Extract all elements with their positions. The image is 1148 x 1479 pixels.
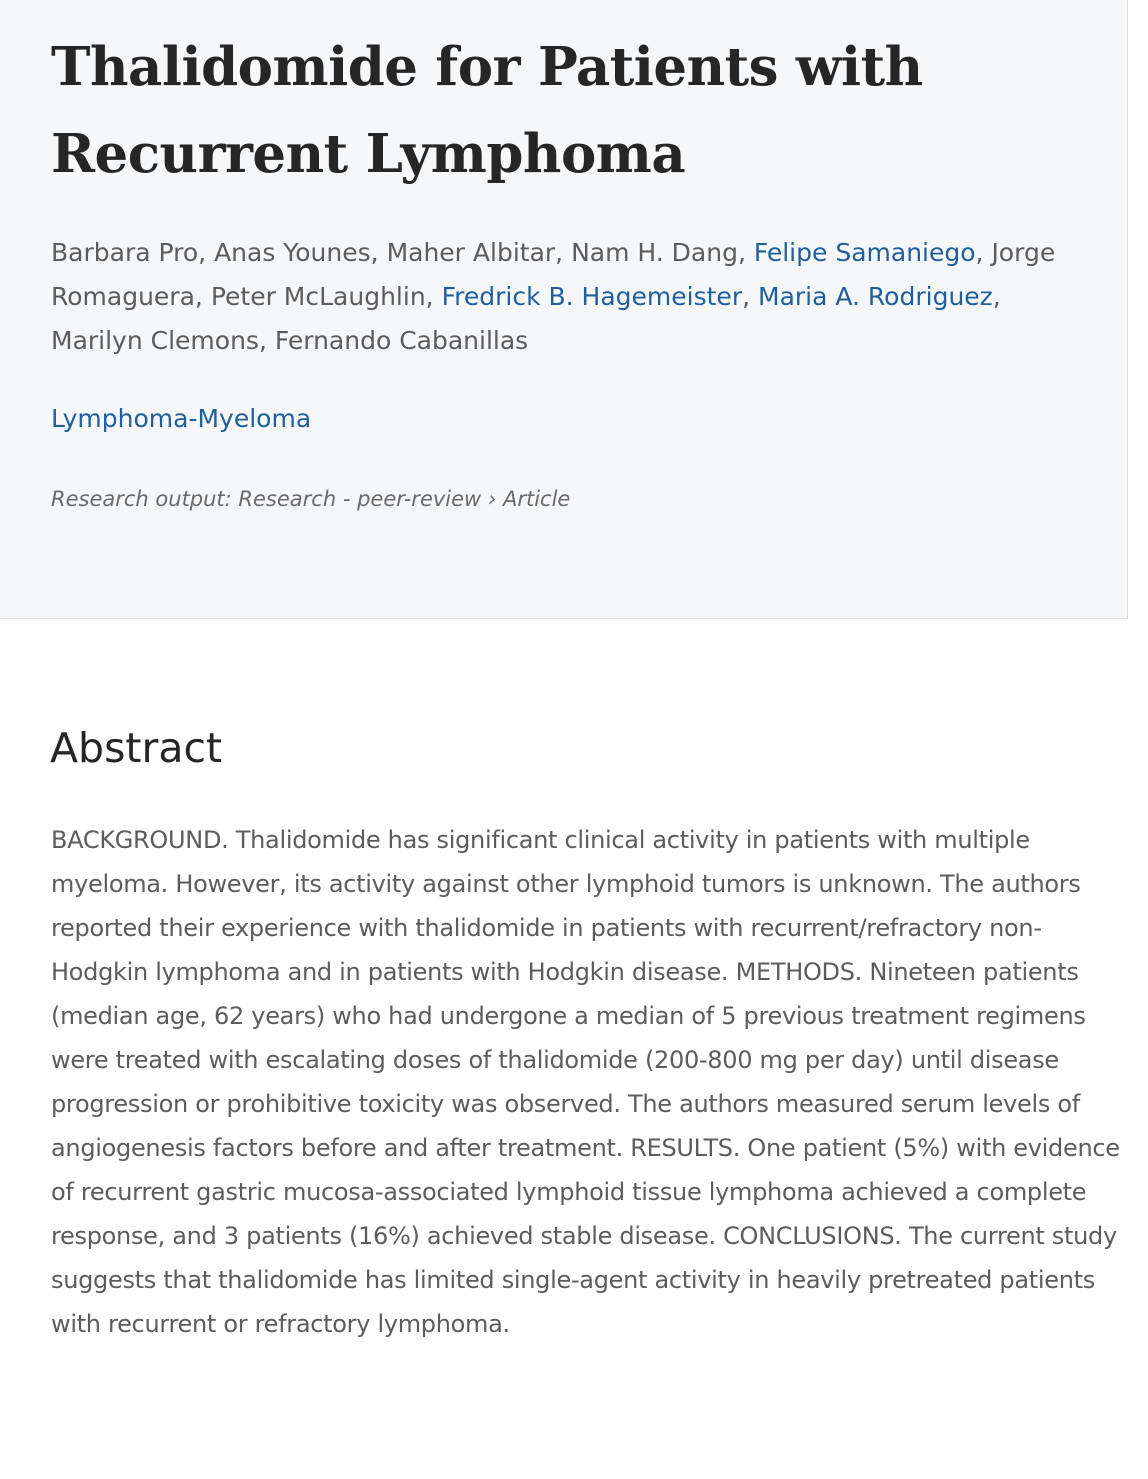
author-name: Maher Albitar	[386, 238, 556, 267]
author-name: Nam H. Dang	[571, 238, 738, 267]
author-name: Fernando Cabanillas	[274, 326, 529, 355]
author-link[interactable]: Maria A. Rodriguez	[758, 282, 993, 311]
author-name: Barbara Pro	[51, 238, 199, 267]
abstract-heading: Abstract	[50, 724, 223, 772]
author-name: Jorge Romaguera	[51, 238, 1056, 311]
research-output-type: Research output: Research - peer-review › Article	[51, 487, 571, 511]
organisational-unit-link[interactable]: Lymphoma-Myeloma	[51, 404, 312, 433]
author-name: Marilyn Clemons	[51, 326, 259, 355]
author-name: Peter McLaughlin	[210, 282, 426, 311]
abstract-text: BACKGROUND. Thalidomide has significant clinical activity in patients with multiple myeloma. However, its activity against other lymphoid tumors is unknown. The authors reported their experience with thalidomide in patients with recurrent/refractory non-Hodgkin lymphoma and in patients with Hodgkin disease. METHODS. Nineteen patients (median age, 62 years) who had undergone a median of 5 previous treatment regimens were treated with escalating doses of thalidomide (200-800 mg per day) until disease progression or prohibitive toxicity was observed. The authors measured serum levels of angiogenesis factors before and after treatment. RESULTS. One patient (5%) with evidence of recurrent gastric mucosa-associated lymphoid tissue lymphoma achieved a complete response, and 3 patients (16%) achieved stable disease. CONCLUSIONS. The current study suggests that thalidomide has limited single-agent activity in heavily pretreated patients with recurrent or refractory lymphoma.	[51, 826, 1120, 1338]
header-panel	[0, 0, 1128, 619]
author-link[interactable]: Fredrick B. Hagemeister	[441, 282, 743, 311]
author-link[interactable]: Felipe Samaniego	[753, 238, 976, 267]
page-title: Thalidomide for Patients with Recurrent Lymphoma	[51, 36, 923, 185]
author-name: Anas Younes	[214, 238, 371, 267]
author-list: Barbara Pro, Anas Younes, Maher Albitar, Nam H. Dang, Felipe Samaniego, Jorge Romaguera, Peter McLaughlin, Fredrick B. Hagemeister, Maria A. Rodriguez, Marilyn Clemons, Fernando Cabanillas	[51, 238, 1056, 355]
